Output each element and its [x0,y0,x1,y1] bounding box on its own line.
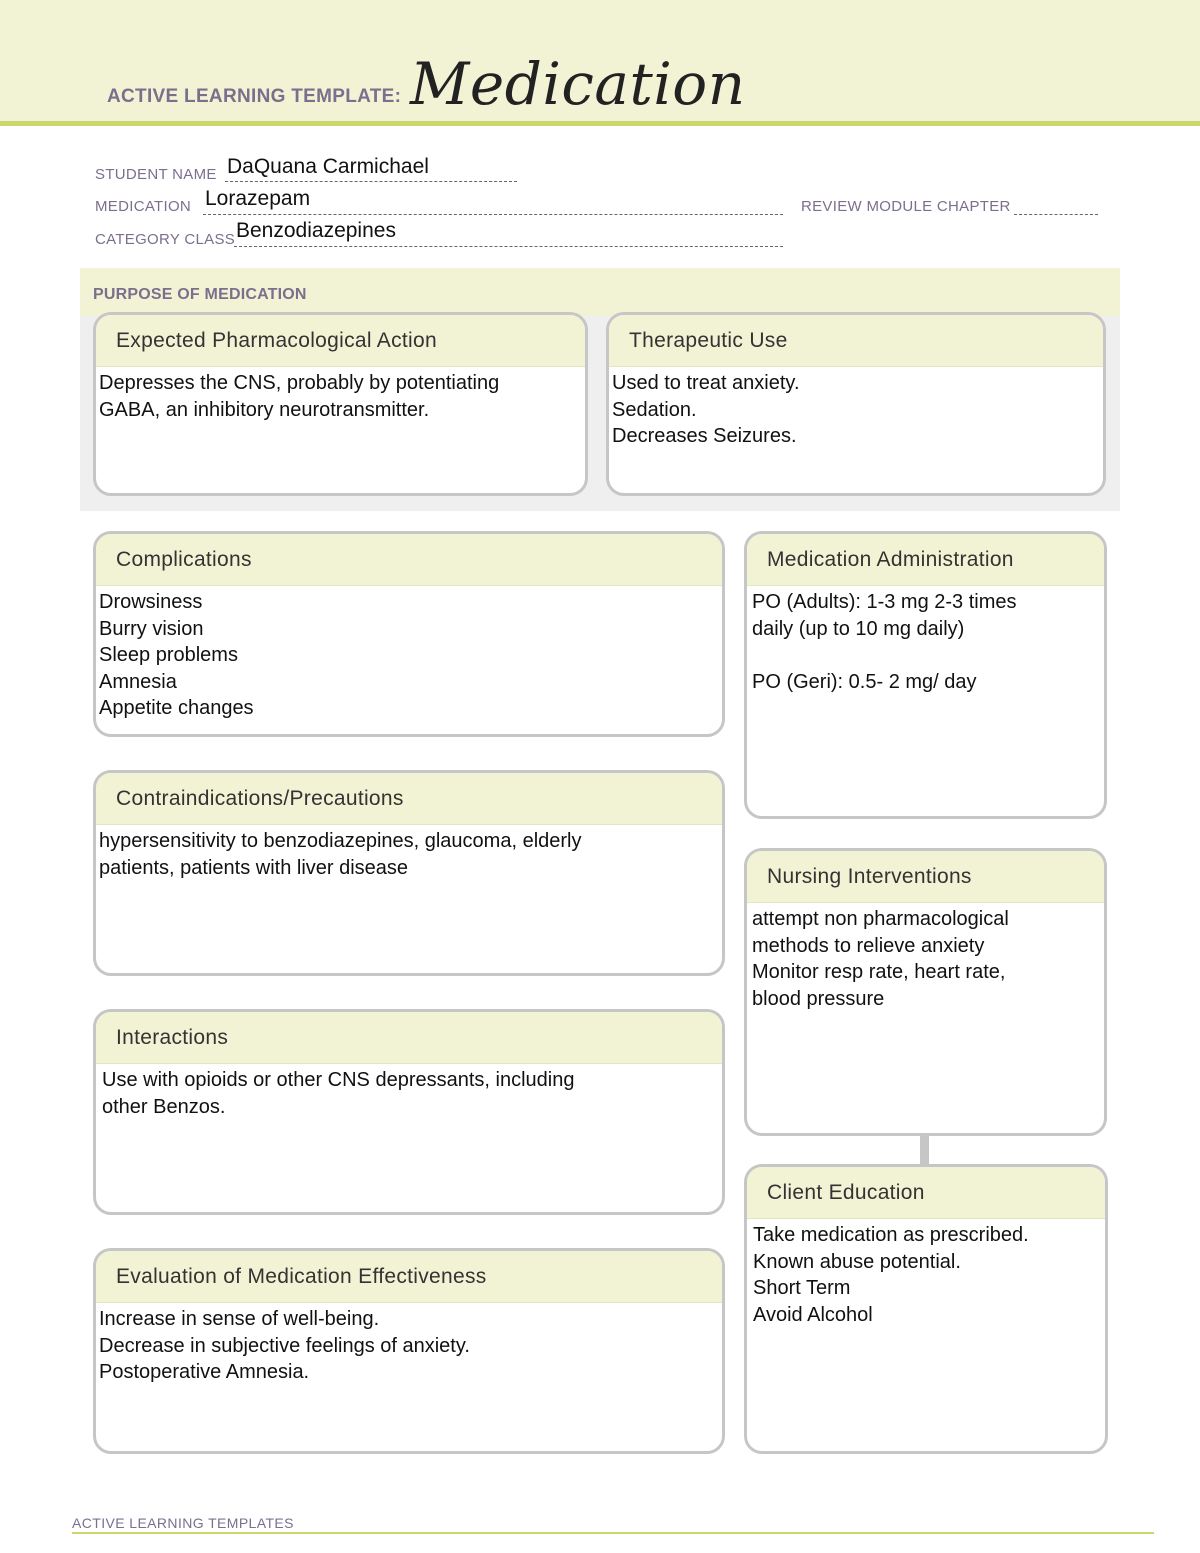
contraindications-title: Contraindications/Precautions [96,773,722,825]
text-line: Avoid Alcohol [753,1303,873,1326]
evaluation-text[interactable] [96,1303,722,1386]
text-line: blood pressure [752,987,885,1010]
category-class-label: CATEGORY CLASS [95,231,236,248]
medication-underline [203,214,783,215]
text-line: Monitor resp rate, heart rate, [752,961,1006,983]
nursing-interventions-text[interactable] [747,903,1104,1012]
text-line: Take medication as prescribed. [753,1224,1029,1246]
evaluation-box [93,1248,725,1454]
evaluation-title: Evaluation of Medication Effectiveness [96,1251,722,1303]
administration-text[interactable] [747,586,1104,695]
header-divider [0,121,1200,126]
text-line: patients, patients with liver disease [99,856,409,879]
therapeutic-use-text[interactable] [609,367,1103,450]
contraindications-text[interactable] [96,825,722,881]
text-line: hypersensitivity to benzodiazepines, glaucoma, elderly [99,830,582,852]
review-module-underline [1014,214,1098,215]
nursing-interventions-title: Nursing Interventions [747,851,1104,903]
interactions-text[interactable] [96,1064,722,1120]
footer-label: ACTIVE LEARNING TEMPLATES [72,1515,294,1531]
category-class-field[interactable]: Benzodiazepines [236,219,396,242]
text-line: Increase in sense of well-being. [99,1308,380,1330]
client-education-text[interactable] [747,1219,1105,1328]
category-class-underline [234,246,783,247]
administration-box [744,531,1107,819]
interactions-title: Interactions [96,1012,722,1064]
footer-divider [72,1532,1154,1534]
client-education-box [744,1164,1108,1454]
text-line: Amnesia [99,670,177,693]
page-title: Medication [410,50,746,118]
expected-action-box [93,312,588,496]
complications-text[interactable] [96,586,722,722]
nursing-interventions-box [744,848,1107,1136]
medication-label: MEDICATION [95,198,192,215]
text-line: PO (Geri): 0.5- 2 mg/ day [752,670,977,693]
text-line: daily (up to 10 mg daily) [752,617,965,640]
complications-box [93,531,725,737]
text-line: methods to relieve anxiety [752,934,985,957]
student-name-label: STUDENT NAME [95,166,217,183]
text-line: Use with opioids or other CNS depressants, including [102,1069,575,1091]
text-line: Drowsiness [99,591,203,613]
text-line: Used to treat anxiety. [612,372,800,394]
client-education-title: Client Education [747,1167,1105,1219]
text-line: Sleep problems [99,644,238,666]
text-line: GABA, an inhibitory neurotransmitter. [99,398,430,421]
text-line: Depresses the CNS, probably by potentiating [99,372,500,394]
interactions-box [93,1009,725,1215]
text-line: PO (Adults): 1-3 mg 2-3 times [752,591,1017,613]
text-line: Appetite changes [99,697,254,719]
medication-field[interactable]: Lorazepam [205,187,311,210]
text-line: Postoperative Amnesia. [99,1361,310,1383]
therapeutic-use-box [606,312,1106,496]
text-line: Burry vision [99,617,204,640]
therapeutic-use-title: Therapeutic Use [609,315,1103,367]
purpose-label: PURPOSE OF MEDICATION [93,286,307,303]
template-label: ACTIVE LEARNING TEMPLATE: [107,86,402,107]
text-line: Short Term [753,1277,851,1299]
expected-action-title: Expected Pharmacological Action [96,315,585,367]
contraindications-box [93,770,725,976]
text-line: other Benzos. [102,1095,226,1118]
text-line: Decrease in subjective feelings of anxiety. [99,1334,470,1357]
complications-title: Complications [96,534,722,586]
student-name-field[interactable]: DaQuana Carmichael [227,155,429,178]
text-line: attempt non pharmacological [752,908,1009,930]
text-line: Known abuse potential. [753,1250,961,1273]
expected-action-text[interactable] [96,367,585,423]
review-module-label: REVIEW MODULE CHAPTER [801,198,1011,215]
text-line: Sedation. [612,398,697,421]
text-line: Decreases Seizures. [612,425,797,447]
box-connector [920,1135,929,1167]
administration-title: Medication Administration [747,534,1104,586]
text-line [752,642,1098,669]
student-name-underline [225,181,517,182]
